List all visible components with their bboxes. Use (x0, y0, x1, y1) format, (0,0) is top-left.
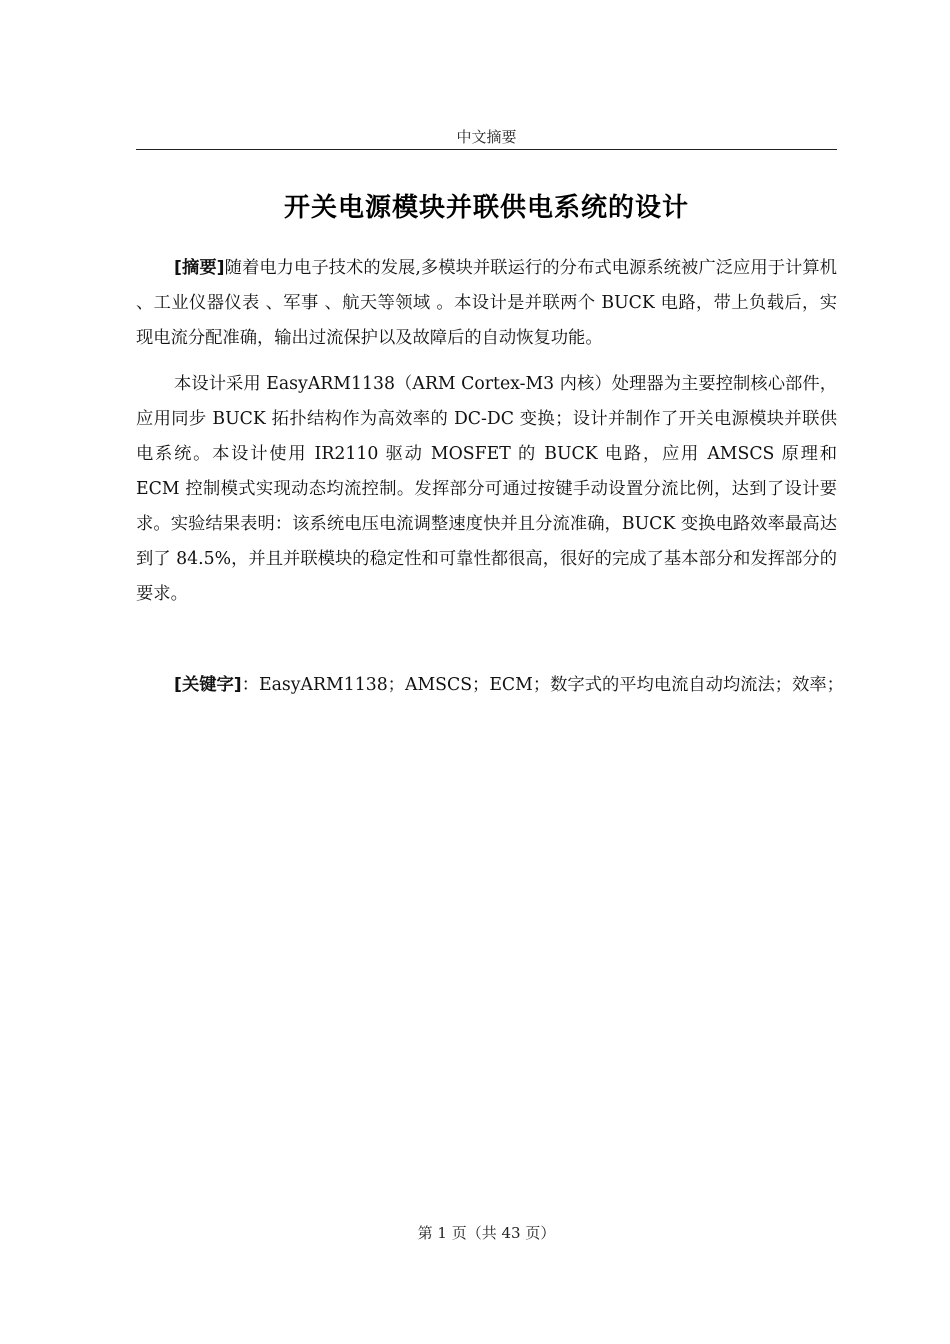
page-footer: 第 1 页（共 43 页） (417, 1224, 556, 1242)
keywords-text: ：EasyARM1138；AMSCS；ECM；数字式的平均电流自动均流法；效率； (241, 675, 844, 695)
abstract-paragraph-1-text: 随着电力电子技术的发展,多模块并联运行的分布式电源系统被广泛应用于计算机 、工业仪器仪表 、军事 、航天等领域 。本设计是并联两个 BUCK 电路，带上负载后，实现电流分配准确，输出过流保护以及故障后的自动恢复功能。 (136, 258, 838, 348)
header-divider (136, 149, 837, 150)
abstract-paragraph-2: 本设计采用 EasyARM1138（ARM Cortex-M3 内核）处理器为主要控制核心部件，应用同步 BUCK 拓扑结构作为高效率的 DC-DC 变换；设计并制作了开关电源模块并联供电系统。本设计使用 IR2110 驱动 MOSFET 的 BUCK 电路，应用 AMSCS 原理和 ECM 控制模式实现动态均流控制。发挥部分可通过按键手动设置分流比例，达到了设计要求。实验结果表明：该系统电压电流调整速度快并且分流准确，BUCK 变换电路效率最高达到了 84.5%，并且并联模块的稳定性和可靠性都很高，很好的完成了基本部分和发挥部分的要求。 (136, 374, 837, 604)
keywords-line (136, 668, 844, 703)
abstract-label: [摘要] (174, 258, 225, 278)
keywords-label: [关键字] (174, 675, 242, 695)
document-title: 开关电源模块并联供电系统的设计 (283, 193, 689, 223)
abstract-paragraph-1 (136, 251, 837, 356)
running-header: 中文摘要 (456, 128, 517, 146)
